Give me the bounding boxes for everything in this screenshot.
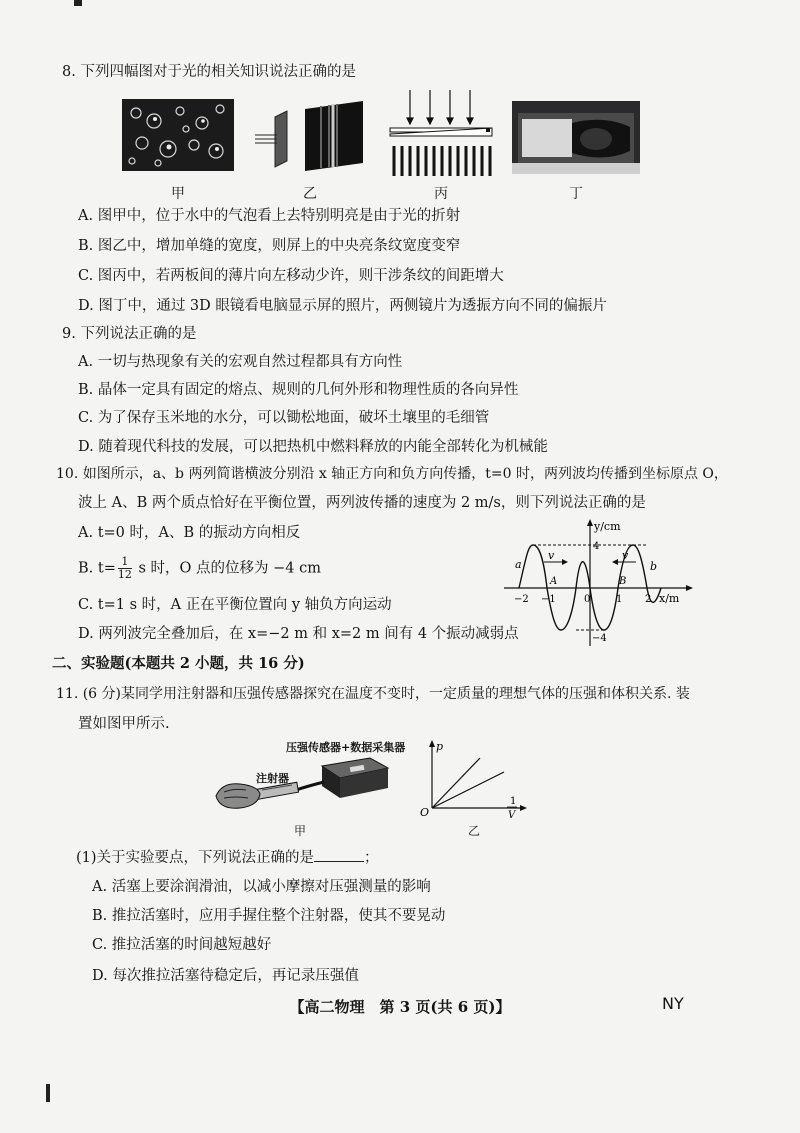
q8-stem: 8. 下列四幅图对于光的相关知识说法正确的是 [62, 64, 356, 80]
q11-sub1-end: ； [364, 850, 379, 866]
q10-wave-graph [500, 518, 700, 648]
page-footer: 【高二物理 第 3 页(共 6 页)】 [289, 998, 511, 1016]
q9-option-d: D. 随着现代科技的发展，可以把热机中燃料释放的内能全部转化为机械能 [78, 439, 548, 455]
wave-b-velocity-label: v [622, 549, 629, 562]
q11-graph-x-denominator: V [508, 810, 516, 821]
q10-option-b [78, 556, 321, 581]
point-a-label: A [550, 576, 558, 587]
graph-x-tick-1: 1 [616, 594, 623, 605]
q10-option-b-numerator: 1 [118, 556, 132, 569]
q8-figure-label-d: 丁 [569, 186, 583, 202]
q11-figure-label-a: 甲 [293, 824, 306, 838]
q10-option-b-denominator: 12 [117, 568, 132, 581]
q9-option-c: C. 为了保存玉米地的水分，可以锄松地面，破坏土壤里的毛细管 [78, 410, 490, 426]
q8-option-d: D. 图丁中，通过 3D 眼镜看电脑显示屏的照片，两侧镜片为透振方向不同的偏振片 [78, 298, 607, 314]
q10-option-b-prefix: B. t= [78, 560, 116, 577]
q10-option-c: C. t=1 s 时，A 正在平衡位置向 y 轴负方向运动 [78, 597, 392, 613]
graph-x-tick-neg2: −2 [514, 594, 529, 605]
graph-x-tick-neg1: −1 [541, 594, 556, 605]
footer-code: NY [662, 994, 684, 1013]
q11-option-a: A. 活塞上要涂润滑油，以减小摩擦对压强测量的影响 [92, 879, 431, 895]
q11-graph-origin-label: O [420, 806, 430, 819]
q8-figure-a-bubbles [122, 99, 234, 171]
q10-option-b-fraction [118, 556, 132, 581]
graph-x-tick-2: 2 [645, 594, 652, 605]
q9-option-b: B. 晶体一定具有固定的熔点、规则的几何外形和物理性质的各向异性 [78, 382, 519, 398]
q11-option-d: D. 每次推拉活塞待稳定后，再记录压强值 [92, 968, 359, 984]
q11-option-b: B. 推拉活塞时，应用手握住整个注射器，使其不要晃动 [92, 908, 446, 924]
q11-graph-line-steep [432, 758, 480, 808]
q11-figure-apparatus [212, 752, 402, 814]
q11-graph-x-numerator: 1 [510, 796, 517, 807]
q8-figure-label-a: 甲 [171, 186, 185, 202]
q8-figure-c-wedge-interference [388, 90, 494, 176]
q8-option-c: C. 图丙中，若两板间的薄片向左移动少许，则干涉条纹的间距增大 [78, 268, 504, 284]
q8-figure-b-single-slit [255, 99, 365, 174]
q11-figure-label-b: 乙 [467, 824, 480, 838]
q11-sensor-label: 压强传感器+数据采集器 [286, 741, 406, 754]
point-b-label: B [619, 576, 627, 587]
graph-y-top: 4 [593, 541, 600, 552]
q10-option-b-suffix: s 时，O 点的位移为 −4 cm [133, 560, 321, 577]
q8-figure-d-3d-glasses [512, 101, 640, 174]
graph-y-bottom: −4 [592, 633, 607, 644]
section2-title: 二、实验题(本题共 2 小题，共 16 分) [52, 655, 305, 672]
q11-graph-p-label: p [436, 740, 444, 753]
wave-a-velocity-label: v [548, 549, 555, 562]
q11-stem-line1: 11. (6 分)某同学用注射器和压强传感器探究在温度不变时，一定质量的理想气体的压强和体积关系. 装 [56, 686, 690, 702]
graph-x-tick-0: 0 [584, 594, 591, 605]
q9-stem: 9. 下列说法正确的是 [62, 326, 197, 342]
q11-syringe-label: 注射器 [256, 772, 289, 785]
graph-y-label: y/cm [594, 520, 621, 533]
q11-sub1 [76, 847, 379, 868]
q8-option-b: B. 图乙中，增加单缝的宽度，则屏上的中央亮条纹宽度变窄 [78, 238, 461, 254]
graph-x-label: x/m [659, 592, 680, 605]
q8-figure-label-b: 乙 [303, 186, 317, 202]
q10-stem-line1: 10. 如图所示，a、b 两列简谐横波分别沿 x 轴正方向和负方向传播，t=0 时，两列波均传播到坐标原点 O， [56, 466, 728, 482]
wave-a-label: a [515, 558, 522, 571]
q9-option-a: A. 一切与热现象有关的宏观自然过程都具有方向性 [78, 354, 403, 370]
q10-option-d: D. 两列波完全叠加后，在 x=−2 m 和 x=2 m 间有 4 个振动减弱点 [78, 626, 519, 642]
scan-mark-bottom [46, 1084, 50, 1102]
q8-figure-label-c: 丙 [434, 186, 448, 202]
q8-option-a: A. 图甲中，位于水中的气泡看上去特别明亮是由于光的折射 [78, 208, 461, 224]
q11-sub1-answer-blank[interactable] [314, 847, 364, 862]
wave-b-label: b [650, 560, 658, 573]
q11-sub1-text: (1)关于实验要点，下列说法正确的是 [76, 850, 315, 866]
q11-figure-pv-graph [412, 738, 532, 828]
q11-option-c: C. 推拉活塞的时间越短越好 [92, 937, 272, 953]
q11-graph-line-shallow [432, 772, 504, 808]
q10-option-a: A. t=0 时，A、B 的振动方向相反 [78, 525, 301, 541]
q11-stem-line2: 置如图甲所示. [78, 716, 170, 732]
scan-mark-top [74, 0, 82, 6]
q10-stem-line2: 波上 A、B 两个质点恰好在平衡位置，两列波传播的速度为 2 m/s，则下列说法正确的是 [78, 495, 646, 511]
